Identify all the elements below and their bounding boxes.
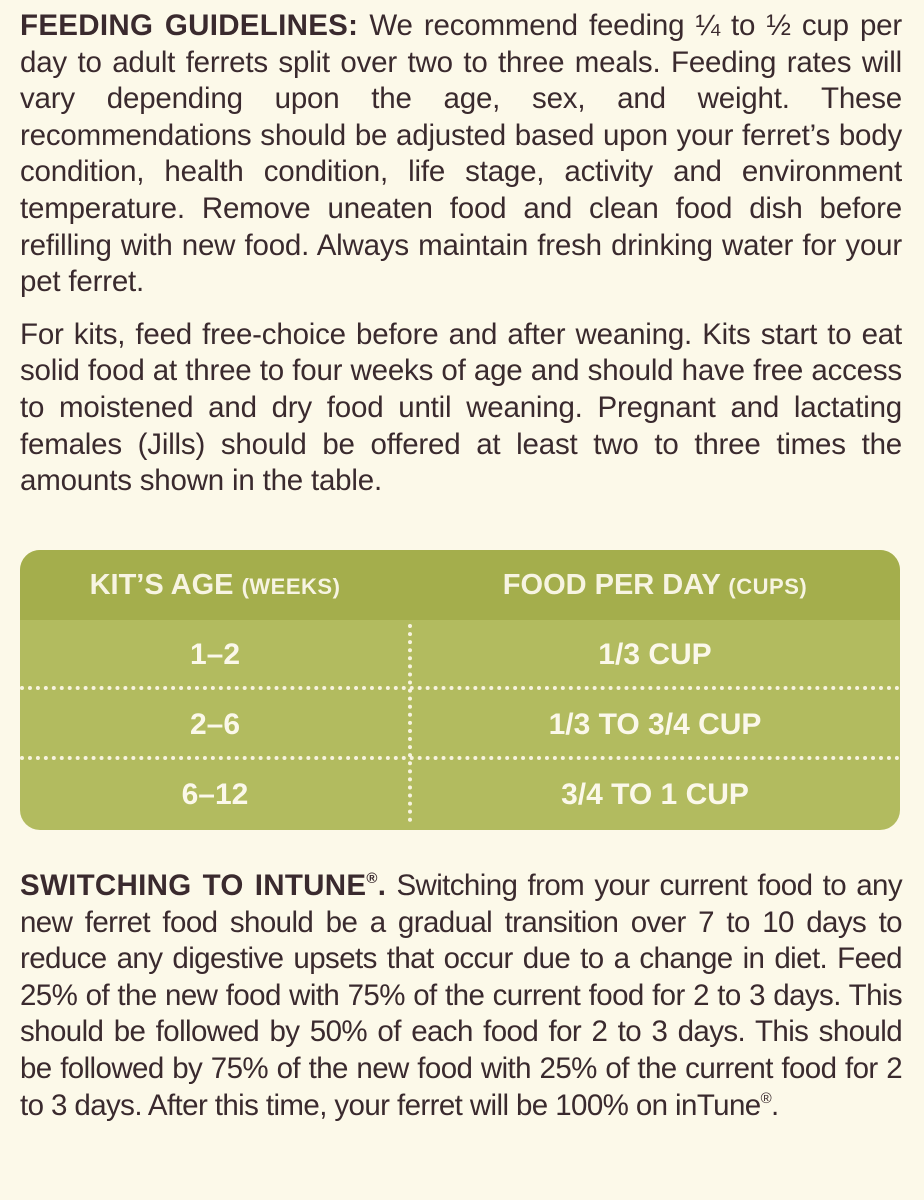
age-cell: 1–2 <box>189 638 241 671</box>
registered-mark: ® <box>366 870 378 887</box>
food-cell: 1/3 TO 3/4 CUP <box>548 708 762 741</box>
food-cell: 1/3 CUP <box>598 638 712 671</box>
header-food-per-day-unit: (CUPS) <box>728 573 808 599</box>
switching-paragraph <box>20 868 902 1124</box>
header-food-per-day-label: FOOD PER DAY <box>502 568 721 601</box>
switching-text-end: . <box>771 1088 779 1122</box>
table-row <box>20 620 900 690</box>
switching-heading <box>20 869 386 902</box>
food-cell: 3/4 TO 1 CUP <box>561 778 749 811</box>
kit-feeding-table <box>20 550 900 830</box>
age-cell: 2–6 <box>189 708 241 741</box>
header-food-per-day <box>410 569 900 602</box>
switching-heading-end: . <box>377 869 387 902</box>
kits-paragraph: For kits, feed free-choice before and after weaning. Kits start to eat solid food at three to four weeks of age and should have free access to moistened and dry food until weaning. Pregnant and lactating females (Jills) should be offered at least two to three times the amounts shown in the table. <box>20 317 902 498</box>
feeding-guidelines-page <box>20 8 902 1122</box>
age-cell: 6–12 <box>181 778 249 811</box>
feeding-guidelines-text: We recommend feeding ¼ to ½ cup per day to adult ferrets split over two to three meals. Feeding rates will vary depending upon the age, sex, and weight. These recommendations should be adjusted based upon your ferret’s body condition, health condition, life stage, activity and environment temperature. Remove uneaten food and clean food dish before refilling with new food. Always maintain fresh drinking water for your pet ferret. <box>20 9 902 299</box>
table-row <box>20 760 900 830</box>
switching-section <box>20 868 902 1124</box>
feeding-guidelines-heading: FEEDING GUIDELINES: <box>20 9 359 42</box>
column-divider <box>408 624 412 822</box>
header-kits-age-unit: (WEEKS) <box>241 573 341 599</box>
feeding-guidelines-paragraph <box>20 8 902 301</box>
header-kits-age <box>20 569 410 602</box>
switching-heading-text: SWITCHING TO INTUNE <box>20 869 367 902</box>
header-kits-age-label: KIT’S AGE <box>89 568 234 601</box>
table-header-row <box>20 550 900 620</box>
switching-text: Switching from your current food to any new ferret food should be a gradual transition over 7 to 10 days to reduce any digestive upsets that occur due to a change in diet. Feed 25% of the new food with 75% of the current food for 2 to 3 days. This should be followed by 50% of each food for 2 to 3 days. This should be followed by 75% of the new food with 25% of the current food for 2 to 3 days. After this time, your ferret will be 100% on inTune <box>20 869 902 1122</box>
table-row <box>20 690 900 760</box>
registered-mark: ® <box>760 1089 772 1107</box>
